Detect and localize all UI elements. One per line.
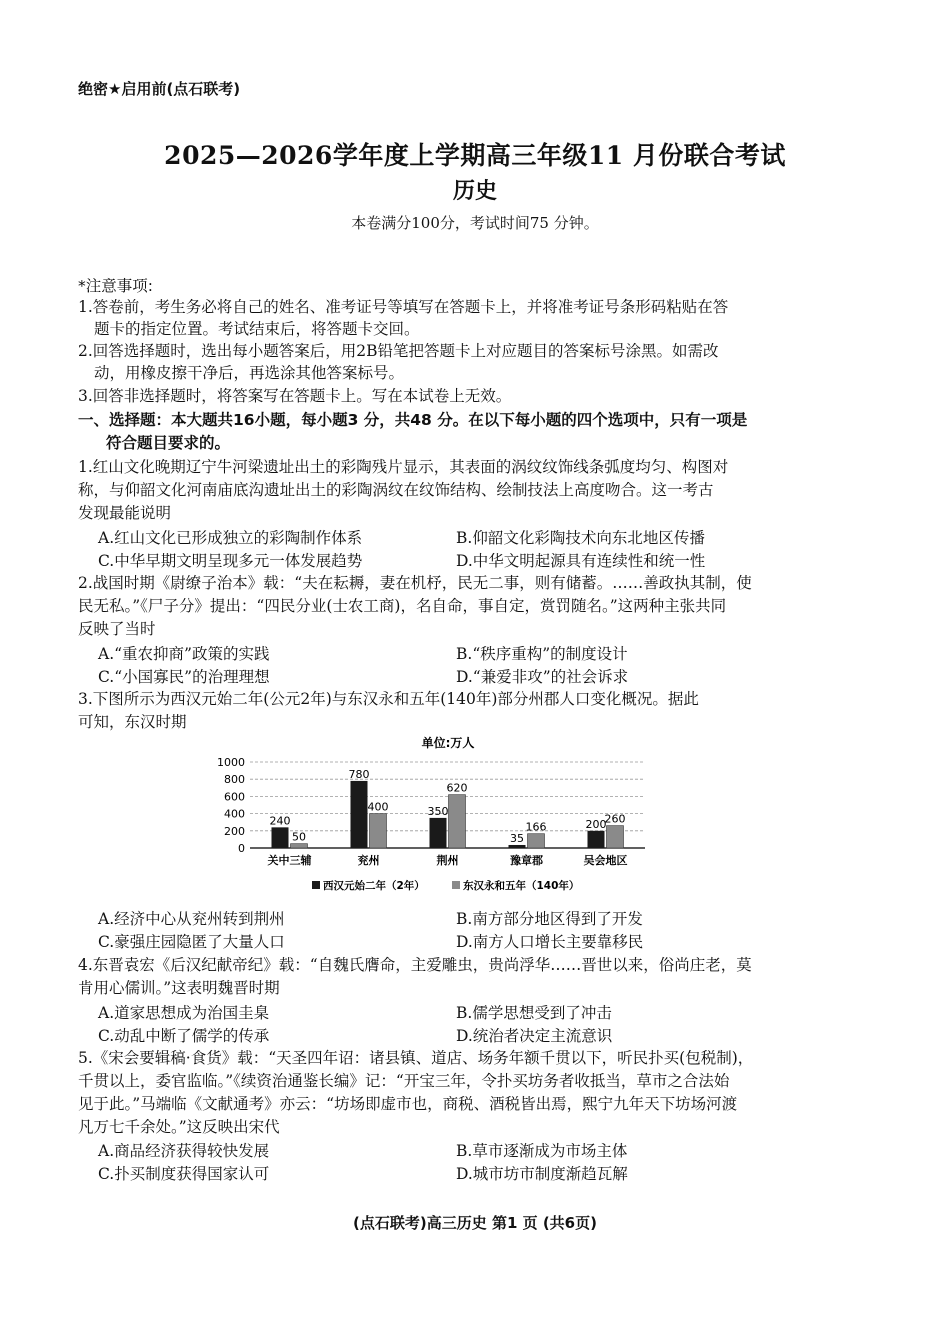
score-info: 本卷满分100分，考试时间75 分钟。: [351, 214, 599, 232]
q4-option-b[interactable]: B.儒学思想受到了冲击: [456, 1004, 612, 1022]
q3-option-b[interactable]: B.南方部分地区得到了开发: [456, 910, 643, 928]
note-item-3: 3.回答非选择题时，将答案写在答题卡上。写在本试卷上无效。: [78, 387, 512, 405]
bar-western-han: [509, 845, 526, 848]
q2-option-d[interactable]: D.“兼爱非攻”的社会诉求: [456, 668, 629, 686]
q4-option-c[interactable]: C.动乱中断了儒学的传承: [98, 1027, 270, 1045]
bar-eastern-han: [370, 814, 387, 848]
bar-eastern-han: [528, 834, 545, 848]
legend-swatch: [312, 881, 320, 889]
note-item-1b: 题卡的指定位置。考试结束后，将答题卡交回。: [94, 320, 420, 338]
subject-title: 历史: [452, 179, 497, 204]
q1-option-d[interactable]: D.中华文明起源具有连续性和统一性: [456, 552, 706, 570]
y-tick-label: 800: [224, 773, 245, 787]
y-tick-label: 400: [224, 807, 245, 821]
note-item-1a: 1.答卷前，考生务必将自己的姓名、准考证号等填写在答题卡上，并将准考证号条形码粘贴在答: [78, 298, 729, 316]
category-label: 兖州: [357, 854, 380, 867]
q2-option-b[interactable]: B.“秩序重构”的制度设计: [456, 645, 628, 663]
bar-value-label: 200: [585, 817, 607, 831]
q4-stem-a: 4.东晋袁宏《后汉纪献帝纪》载：“自魏氏膺命，主爱雕虫，贵尚浮华……晋世以来，俗尚庄老，莫: [78, 956, 752, 974]
y-tick-label: 0: [238, 842, 245, 855]
q4-option-d[interactable]: D.统治者决定主流意识: [456, 1027, 613, 1045]
category-label: 豫章郡: [510, 854, 543, 867]
bar-western-han: [588, 831, 605, 848]
q5-stem-a: 5.《宋会要辑稿·食货》载：“天圣四年诏：诸县镇、道店、场务年额千贯以下，听民扑买(包税制)，: [78, 1049, 754, 1067]
category-label: 荆州: [436, 854, 459, 867]
bar-value-label: 780: [348, 767, 370, 781]
bar-eastern-han: [449, 795, 466, 848]
q3-option-a[interactable]: A.经济中心从兖州转到荆州: [98, 910, 285, 928]
bar-western-han: [272, 827, 289, 848]
q4-option-a[interactable]: A.道家思想成为治国圭臬: [98, 1004, 270, 1022]
bar-value-label: 260: [604, 812, 626, 826]
q5-option-d[interactable]: D.城市坊市制度渐趋瓦解: [456, 1165, 628, 1183]
bar-value-label: 400: [367, 800, 389, 814]
q1-stem-a: 1.红山文化晚期辽宁牛河梁遗址出土的彩陶残片显示，其表面的涡纹纹饰线条弧度均匀、构图对: [78, 458, 729, 476]
bar-value-label: 35: [510, 831, 524, 845]
q3-stem-b: 可知，东汉时期: [78, 713, 187, 731]
q1-option-b[interactable]: B.仰韶文化彩陶技术向东北地区传播: [456, 529, 705, 547]
bar-eastern-han: [607, 826, 624, 848]
notes-heading: *注意事项:: [78, 277, 153, 295]
q3-option-c[interactable]: C.豪强庄园隐匿了大量人口: [98, 933, 285, 951]
q1-option-c[interactable]: C.中华早期文明呈现多元一体发展趋势: [98, 552, 363, 570]
bar-western-han: [430, 818, 447, 848]
legend-label: 东汉永和五年（140年）: [463, 880, 580, 892]
category-label: 吴会地区: [583, 854, 628, 867]
q2-option-a[interactable]: A.“重农抑商”政策的实践: [98, 645, 270, 663]
q1-stem-b: 称，与仰韶文化河南庙底沟遗址出土的彩陶涡纹在纹饰结构、绘制技法上高度吻合。这一考古: [78, 481, 714, 499]
q2-stem-c: 反映了当时: [78, 620, 156, 638]
bar-value-label: 620: [446, 781, 468, 795]
q5-option-a[interactable]: A.商品经济获得较快发展: [98, 1142, 270, 1160]
y-tick-label: 600: [224, 790, 245, 804]
note-item-2b: 动，用橡皮擦干净后，再选涂其他答案标号。: [94, 364, 405, 382]
secret-label: 绝密★启用前(点石联考): [78, 80, 241, 98]
population-bar-chart: [200, 734, 660, 900]
q2-stem-b: 民无私。”《尸子分》提出：“四民分业(士农工商)，名自命，事自定，赏罚随名。”这两种主张共同: [78, 597, 727, 615]
category-label: 关中三辅: [267, 854, 312, 867]
q4-stem-b: 肯用心儒训。”这表明魏晋时期: [78, 979, 280, 997]
exam-title: 2025—2026学年度上学期高三年级11 月份联合考试: [164, 141, 786, 170]
q5-stem-d: 凡万七千余处。”这反映出宋代: [78, 1118, 280, 1136]
y-tick-label: 1000: [217, 756, 245, 769]
bar-western-han: [351, 781, 368, 848]
q5-stem-c: 见于此。”马端临《文献通考》亦云：“坊场即虚市也，商税、酒税皆出焉，熙宁九年天下坊场河渡: [78, 1095, 738, 1113]
bar-value-label: 350: [427, 804, 449, 818]
q3-stem-a: 3.下图所示为西汉元始二年(公元2年)与东汉永和五年(140年)部分州郡人口变化概况。据此: [78, 690, 699, 708]
chart-title: 单位:万人: [421, 736, 475, 750]
bar-eastern-han: [291, 844, 308, 848]
q5-option-b[interactable]: B.草市逐渐成为市场主体: [456, 1142, 628, 1160]
q5-stem-b: 千贯以上，委官监临。”《续资治通鉴长编》记：“开宝三年，令扑买坊务者收抵当，草市之合法始: [78, 1072, 730, 1090]
legend-label: 西汉元始二年（2年）: [323, 880, 425, 892]
y-tick-label: 200: [224, 824, 245, 838]
page-footer: (点石联考)高三历史 第1 页 (共6页): [353, 1214, 597, 1232]
q2-option-c[interactable]: C.“小国寡民”的治理理想: [98, 668, 270, 686]
q3-option-d[interactable]: D.南方人口增长主要靠移民: [456, 933, 644, 951]
bar-value-label: 240: [269, 814, 291, 828]
bar-value-label: 166: [525, 820, 547, 834]
q2-stem-a: 2.战国时期《尉缭子治本》载：“夫在耘耨，妻在机杼，民无二事，则有储蓄。……善政执其制，使: [78, 574, 752, 592]
bar-value-label: 50: [292, 830, 306, 844]
legend-swatch: [452, 881, 460, 889]
note-item-2a: 2.回答选择题时，选出每小题答案后，用2B铅笔把答题卡上对应题目的答案标号涂黑。如需改: [78, 342, 719, 360]
q5-option-c[interactable]: C.扑买制度获得国家认可: [98, 1165, 270, 1183]
q1-option-a[interactable]: A.红山文化已形成独立的彩陶制作体系: [98, 529, 363, 547]
section-heading-cont: 符合题目要求的。: [106, 434, 231, 452]
section-heading: 一、选择题：本大题共16小题，每小题3 分，共48 分。在以下每小题的四个选项中，只有一项是: [78, 411, 748, 429]
q1-stem-c: 发现最能说明: [78, 504, 172, 522]
